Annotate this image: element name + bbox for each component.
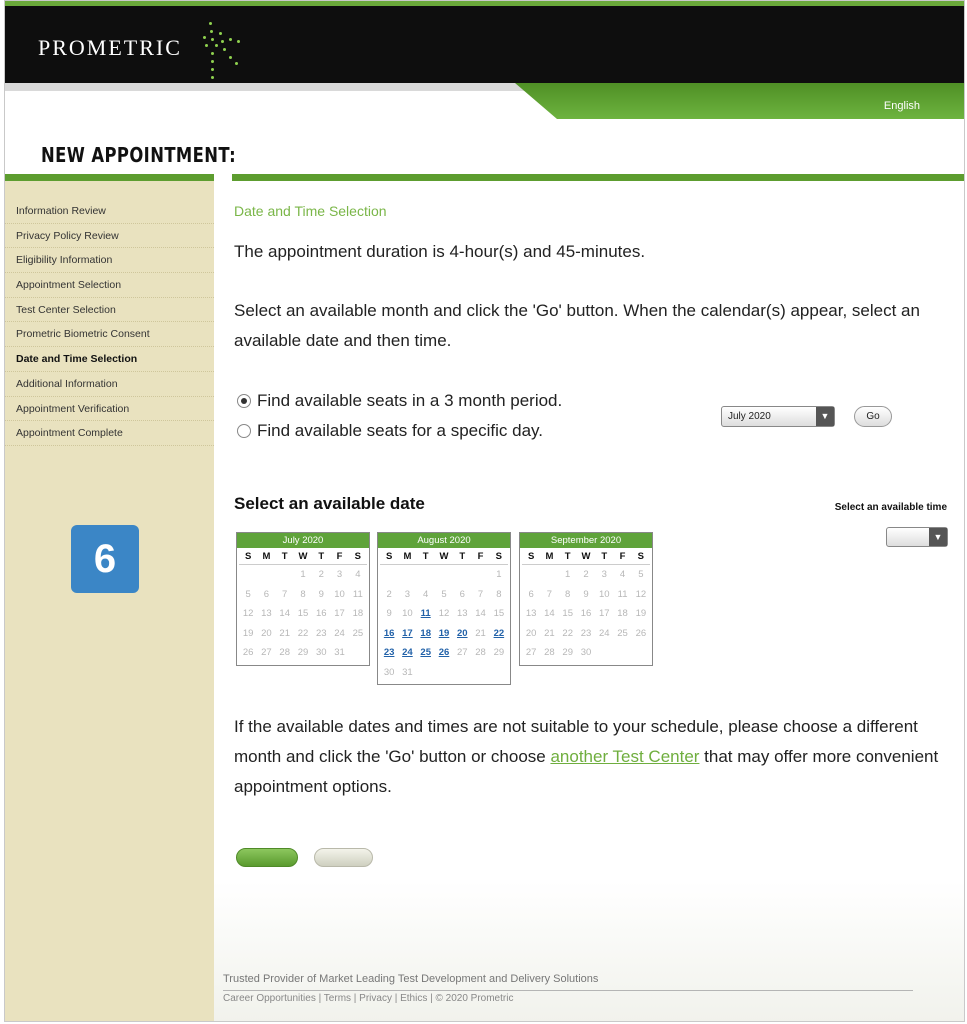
weekday-header: M xyxy=(540,548,558,565)
weekday-header: W xyxy=(435,548,453,565)
calendar-august xyxy=(377,532,511,685)
weekday-header: T xyxy=(453,548,471,565)
calendar-day: 8 xyxy=(496,588,502,600)
calendar-blank xyxy=(435,565,453,585)
next-button[interactable] xyxy=(236,848,298,867)
sidebar-item-privacy-policy-review[interactable]: Privacy Policy Review xyxy=(5,224,214,249)
calendar-day: 21 xyxy=(475,627,486,639)
note-text: If the available dates and times are not suitable to your schedule, please choose a different month and click the 'Go' button or choose xyxy=(234,717,918,766)
calendar-day-available[interactable]: 16 xyxy=(383,627,395,639)
calendar-day: 30 xyxy=(315,647,327,658)
calendar-day: 4 xyxy=(619,569,626,580)
calendar-day: 20 xyxy=(525,627,537,639)
calendar-september xyxy=(519,532,653,666)
weekday-header: S xyxy=(380,548,398,565)
instructions-text: Select an available month and click the 'Go' button. When the calendar(s) appear, select an available date and then time. xyxy=(234,301,920,350)
calendar-day: 28 xyxy=(544,647,555,658)
calendar-blank xyxy=(417,565,435,585)
calendar-day: 15 xyxy=(493,608,505,619)
calendar-day: 31 xyxy=(402,666,413,678)
weekday-header: F xyxy=(330,548,348,565)
weekday-header: M xyxy=(257,548,275,565)
calendar-blank xyxy=(276,565,294,585)
calendar-day: 25 xyxy=(352,627,364,639)
weekday-header: W xyxy=(294,548,312,565)
calendar-day-available[interactable]: 26 xyxy=(438,647,450,658)
weekday-header: T xyxy=(276,548,294,565)
calendar-day: 13 xyxy=(261,608,272,619)
weekday-header: F xyxy=(471,548,489,565)
month-select-value: July 2020 xyxy=(728,411,771,422)
weekday-header: T xyxy=(559,548,577,565)
calendar-day-available[interactable]: 24 xyxy=(402,647,413,658)
calendar-day: 11 xyxy=(352,588,363,600)
calendar-blank xyxy=(239,565,257,585)
radio-button[interactable] xyxy=(237,424,251,438)
calendar-day: 29 xyxy=(493,647,505,658)
sidebar-item-appointment-complete[interactable]: Appointment Complete xyxy=(5,421,214,446)
calendar-day: 2 xyxy=(386,588,392,600)
chevron-down-icon: ▼ xyxy=(816,407,834,426)
calendar-day: 13 xyxy=(456,608,468,619)
calendar-day: 3 xyxy=(601,569,607,580)
calendar-day: 28 xyxy=(279,647,290,658)
previous-button[interactable] xyxy=(314,848,373,867)
calendar-title: July 2020 xyxy=(237,533,369,548)
calendar-day: 21 xyxy=(279,627,290,639)
chevron-down-icon: ▼ xyxy=(929,528,947,546)
calendar-blank xyxy=(398,565,416,585)
calendar-day: 9 xyxy=(318,588,324,600)
weekday-header: S xyxy=(490,548,508,565)
calendar-day: 14 xyxy=(475,608,486,619)
sidebar-item-test-center-selection[interactable]: Test Center Selection xyxy=(5,298,214,323)
sidebar-rule xyxy=(5,174,214,181)
calendar-day: 30 xyxy=(383,666,395,678)
logo-dots-icon xyxy=(199,16,249,86)
calendar-day: 23 xyxy=(580,627,592,639)
calendar-day-available[interactable]: 18 xyxy=(420,627,431,639)
sidebar-item-prometric-biometric-consent[interactable]: Prometric Biometric Consent xyxy=(5,322,214,347)
calendar-day: 6 xyxy=(528,588,534,600)
weekday-header: S xyxy=(632,548,650,565)
calendar-blank xyxy=(471,565,489,585)
calendar-day: 5 xyxy=(441,588,447,600)
calendar-day: 26 xyxy=(635,627,647,639)
calendar-day: 10 xyxy=(598,588,610,600)
calendar-day-available[interactable]: 19 xyxy=(438,627,450,639)
calendar-day: 17 xyxy=(598,608,610,619)
calendar-blank xyxy=(522,565,540,585)
sidebar-item-information-review[interactable]: Information Review xyxy=(5,199,214,224)
calendar-day-available[interactable]: 11 xyxy=(420,608,431,619)
calendar-blank xyxy=(453,565,471,585)
radio-3-month[interactable] xyxy=(237,391,562,411)
calendar-day: 1 xyxy=(565,569,571,580)
calendar-blank xyxy=(380,565,398,585)
footer-tagline: Trusted Provider of Market Leading Test Development and Delivery Solutions xyxy=(223,973,599,985)
calendar-day: 16 xyxy=(315,608,327,619)
page-frame xyxy=(4,0,965,1022)
note-text: that may offer more convenient appointment options. xyxy=(234,747,939,796)
calendar-day: 9 xyxy=(386,608,392,619)
calendar-day: 12 xyxy=(242,608,254,619)
calendar-day: 2 xyxy=(318,569,324,580)
calendar-day: 7 xyxy=(282,588,288,600)
calendar-day: 23 xyxy=(315,627,327,639)
calendar-day: 3 xyxy=(336,569,343,580)
calendar-day: 14 xyxy=(544,608,555,619)
sidebar-item-appointment-verification[interactable]: Appointment Verification xyxy=(5,397,214,422)
calendar-day: 5 xyxy=(245,588,251,600)
calendar-day: 3 xyxy=(404,588,411,600)
calendar-day: 6 xyxy=(263,588,270,600)
footer-divider xyxy=(223,990,913,991)
calendar-grid xyxy=(520,548,652,665)
radio-label: Find available seats for a specific day. xyxy=(257,421,543,440)
calendar-day: 9 xyxy=(583,588,589,600)
sidebar xyxy=(5,181,214,1022)
weekday-header: S xyxy=(349,548,367,565)
calendar-blank xyxy=(257,565,275,585)
calendar-day: 28 xyxy=(475,647,486,658)
page-title: NEW APPOINTMENT: xyxy=(41,143,237,167)
calendar-day: 10 xyxy=(402,608,413,619)
calendar-day: 16 xyxy=(580,608,592,619)
calendar-day: 25 xyxy=(617,627,628,639)
sidebar-item-additional-information[interactable]: Additional Information xyxy=(5,372,214,397)
weekday-header: F xyxy=(613,548,631,565)
select-time-label: Select an available time xyxy=(834,502,947,513)
calendar-day: 22 xyxy=(562,627,573,639)
sidebar-item-date-and-time-selection[interactable]: Date and Time Selection xyxy=(5,347,214,372)
calendar-day: 27 xyxy=(261,647,272,658)
calendar-day: 15 xyxy=(297,608,309,619)
calendar-day: 8 xyxy=(300,588,306,600)
weekday-header: T xyxy=(312,548,330,565)
calendar-day-available[interactable]: 20 xyxy=(456,627,468,639)
calendar-day: 7 xyxy=(477,588,484,600)
calendar-day: 1 xyxy=(496,569,502,580)
calendar-day: 27 xyxy=(456,647,468,658)
calendar-day: 26 xyxy=(242,647,254,658)
calendar-day: 13 xyxy=(525,608,537,619)
calendar-day: 31 xyxy=(334,647,345,658)
calendar-day: 29 xyxy=(562,647,573,658)
weekday-header: T xyxy=(417,548,435,565)
radio-label: Find available seats in a 3 month period. xyxy=(257,391,563,410)
calendar-day: 17 xyxy=(334,608,345,619)
weekday-header: W xyxy=(577,548,595,565)
radio-button[interactable] xyxy=(237,394,251,408)
another-test-center-link[interactable]: another Test Center xyxy=(550,747,700,766)
header-grey-band xyxy=(5,83,525,91)
calendar-day: 12 xyxy=(438,608,450,619)
go-button[interactable]: Go xyxy=(854,406,892,427)
time-select[interactable] xyxy=(886,527,948,547)
weekday-header: S xyxy=(522,548,540,565)
calendar-day: 30 xyxy=(580,647,592,658)
duration-text: The appointment duration is 4-hour(s) and 45-minutes. xyxy=(234,242,646,261)
footer-links[interactable]: Career Opportunities | Terms | Privacy | Ethics | © 2020 Prometric xyxy=(223,993,514,1004)
alternate-note xyxy=(234,712,959,802)
calendar-july xyxy=(236,532,370,666)
calendar-day: 29 xyxy=(297,647,309,658)
calendar-day: 18 xyxy=(352,608,364,619)
calendar-day: 19 xyxy=(242,627,254,639)
calendar-day-available[interactable]: 22 xyxy=(493,627,505,639)
calendar-day: 7 xyxy=(546,588,553,600)
calendar-day: 5 xyxy=(638,569,644,580)
calendar-day-available[interactable]: 23 xyxy=(383,647,395,658)
sidebar-item-appointment-selection[interactable]: Appointment Selection xyxy=(5,273,214,298)
calendar-day: 20 xyxy=(261,627,272,639)
calendar-day: 4 xyxy=(423,588,429,600)
calendar-blank xyxy=(540,565,558,585)
calendar-grid xyxy=(378,548,510,684)
select-date-title: Select an available date xyxy=(234,494,425,513)
weekday-header: T xyxy=(595,548,613,565)
calendar-day: 27 xyxy=(525,647,537,658)
language-link[interactable]: English xyxy=(883,100,920,112)
calendar-day: 11 xyxy=(617,588,628,600)
calendar-day: 1 xyxy=(300,569,306,580)
step-badge: 6 xyxy=(71,525,139,593)
calendar-title: September 2020 xyxy=(520,533,652,548)
calendar-day: 19 xyxy=(635,608,647,619)
calendar-day: 12 xyxy=(635,588,647,600)
sidebar-item-eligibility-information[interactable]: Eligibility Information xyxy=(5,248,214,273)
calendar-grid xyxy=(237,548,369,665)
calendar-day: 24 xyxy=(598,627,610,639)
content-rule xyxy=(232,174,965,181)
weekday-header: S xyxy=(239,548,257,565)
calendar-day-available[interactable]: 25 xyxy=(420,647,431,658)
calendar-day: 14 xyxy=(279,608,290,619)
calendar-day: 18 xyxy=(617,608,628,619)
calendar-day-available[interactable]: 17 xyxy=(402,627,413,639)
calendar-day: 15 xyxy=(562,608,573,619)
weekday-header: M xyxy=(398,548,416,565)
calendar-day: 4 xyxy=(355,569,361,580)
calendar-day: 6 xyxy=(459,588,465,600)
calendar-day: 2 xyxy=(583,569,589,580)
radio-specific-day[interactable] xyxy=(237,421,543,441)
prometric-logo: PROMETRIC xyxy=(38,35,182,60)
calendar-day: 8 xyxy=(565,588,571,600)
calendar-day: 10 xyxy=(334,588,345,600)
calendar-title: August 2020 xyxy=(378,533,510,548)
calendar-day: 24 xyxy=(334,627,345,639)
sidebar-nav xyxy=(5,199,214,446)
month-select[interactable] xyxy=(721,406,835,427)
calendar-day: 22 xyxy=(297,627,309,639)
top-bar xyxy=(5,1,964,83)
section-label: Date and Time Selection xyxy=(234,203,387,219)
calendar-day: 21 xyxy=(544,627,555,639)
